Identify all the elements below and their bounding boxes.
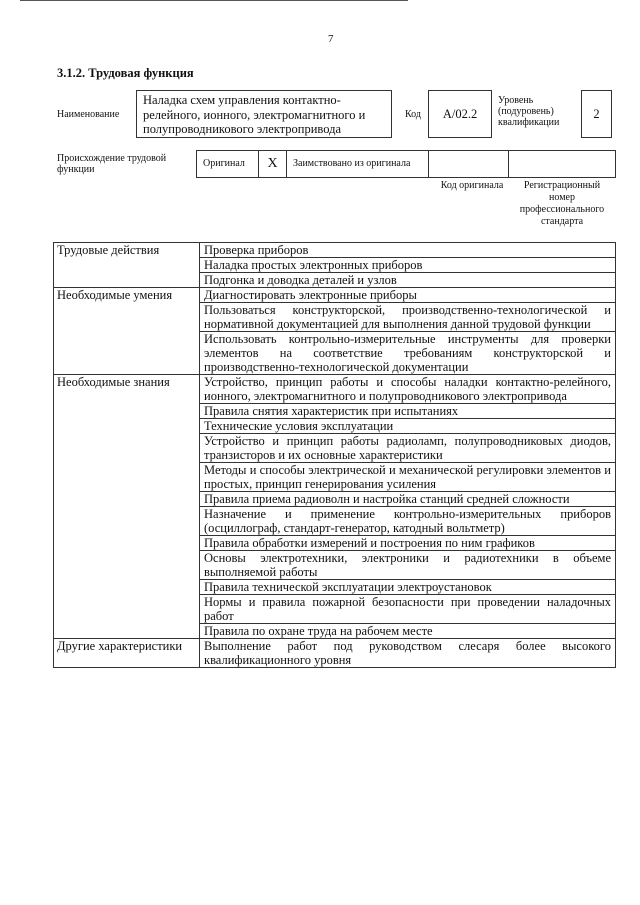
item-cell: Пользоваться конструкторской, производственно-технологической и нормативной документацией для выполнения данной трудовой функции [200,303,616,332]
level-box [581,90,612,138]
category-cell: Необходимые знания [54,375,200,639]
level-value: 2 [593,106,600,121]
item-cell: Правила приема радиоволн и настройка станций средней сложности [200,492,616,507]
item-cell: Нормы и правила пожарной безопасности при проведении наладочных работ [200,595,616,624]
table-row [54,639,616,668]
item-cell: Методы и способы электрической и механической регулировки элементов и простых, принцип генерирования усиления [200,463,616,492]
borrowed-cell [287,151,429,177]
function-name-box [136,90,392,138]
function-name-value: Наладка схем управления контактно-релейного, ионного, электромагнитного и полупроводникового электропривода [143,93,366,136]
competency-table [53,242,616,668]
item-cell: Выполнение работ под руководством слесаря более высокого квалификационного уровня [200,639,616,668]
name-label: Наименование [57,109,120,120]
code-label: Код [405,109,421,120]
item-cell: Основы электротехники, электроники и радиотехники в объеме выполняемой работы [200,551,616,580]
item-cell: Наладка простых электронных приборов [200,258,616,273]
original-label: Оригинал [203,158,245,169]
borrowed-label: Заимствовано из оригинала [293,158,411,169]
item-cell: Назначение и применение контрольно-измерительных приборов (осциллограф, стандарт-генератор, катодный вольтметр) [200,507,616,536]
item-cell: Диагностировать электронные приборы [200,288,616,303]
table-row [54,375,616,404]
top-rule [20,0,408,1]
level-label: Уровень (подуровень) квалификации [498,95,560,128]
reg-number-cell [509,151,615,177]
page-number: 7 [328,33,334,45]
reg-caption: Регистрационный номер профессионального стандарта [519,180,605,227]
item-cell: Правила по охране труда на рабочем месте [200,624,616,639]
item-cell: Устройство, принцип работы и способы наладки контактно-релейного, ионного, электромагнитного и полупроводникового электропривода [200,375,616,404]
item-cell: Подгонка и доводка деталей и узлов [200,273,616,288]
code-value: А/02.2 [442,106,478,121]
code-caption: Код оригинала [440,180,504,191]
code-box [428,90,492,138]
category-cell: Трудовые действия [54,243,200,288]
item-cell: Технические условия эксплуатации [200,419,616,434]
original-mark-cell [259,151,287,177]
original-cell [197,151,259,177]
item-cell: Использовать контрольно-измерительные инструменты для проверки элементов на соответствие требованиям конструкторской и производственно-технологической документации [200,332,616,375]
table-row [54,243,616,258]
table-row [54,288,616,303]
category-cell: Необходимые умения [54,288,200,375]
category-cell: Другие характеристики [54,639,200,668]
item-cell: Правила обработки измерений и построения по ним графиков [200,536,616,551]
origin-label: Происхождение трудовой функции [57,153,167,175]
item-cell: Правила технической эксплуатации электроустановок [200,580,616,595]
original-mark: X [267,156,278,171]
item-cell: Проверка приборов [200,243,616,258]
section-title: 3.1.2. Трудовая функция [57,66,194,80]
item-cell: Правила снятия характеристик при испытаниях [200,404,616,419]
origin-row [196,150,616,178]
original-code-cell [429,151,509,177]
item-cell: Устройство и принцип работы радиоламп, полупроводниковых диодов, транзисторов и их основные характеристики [200,434,616,463]
